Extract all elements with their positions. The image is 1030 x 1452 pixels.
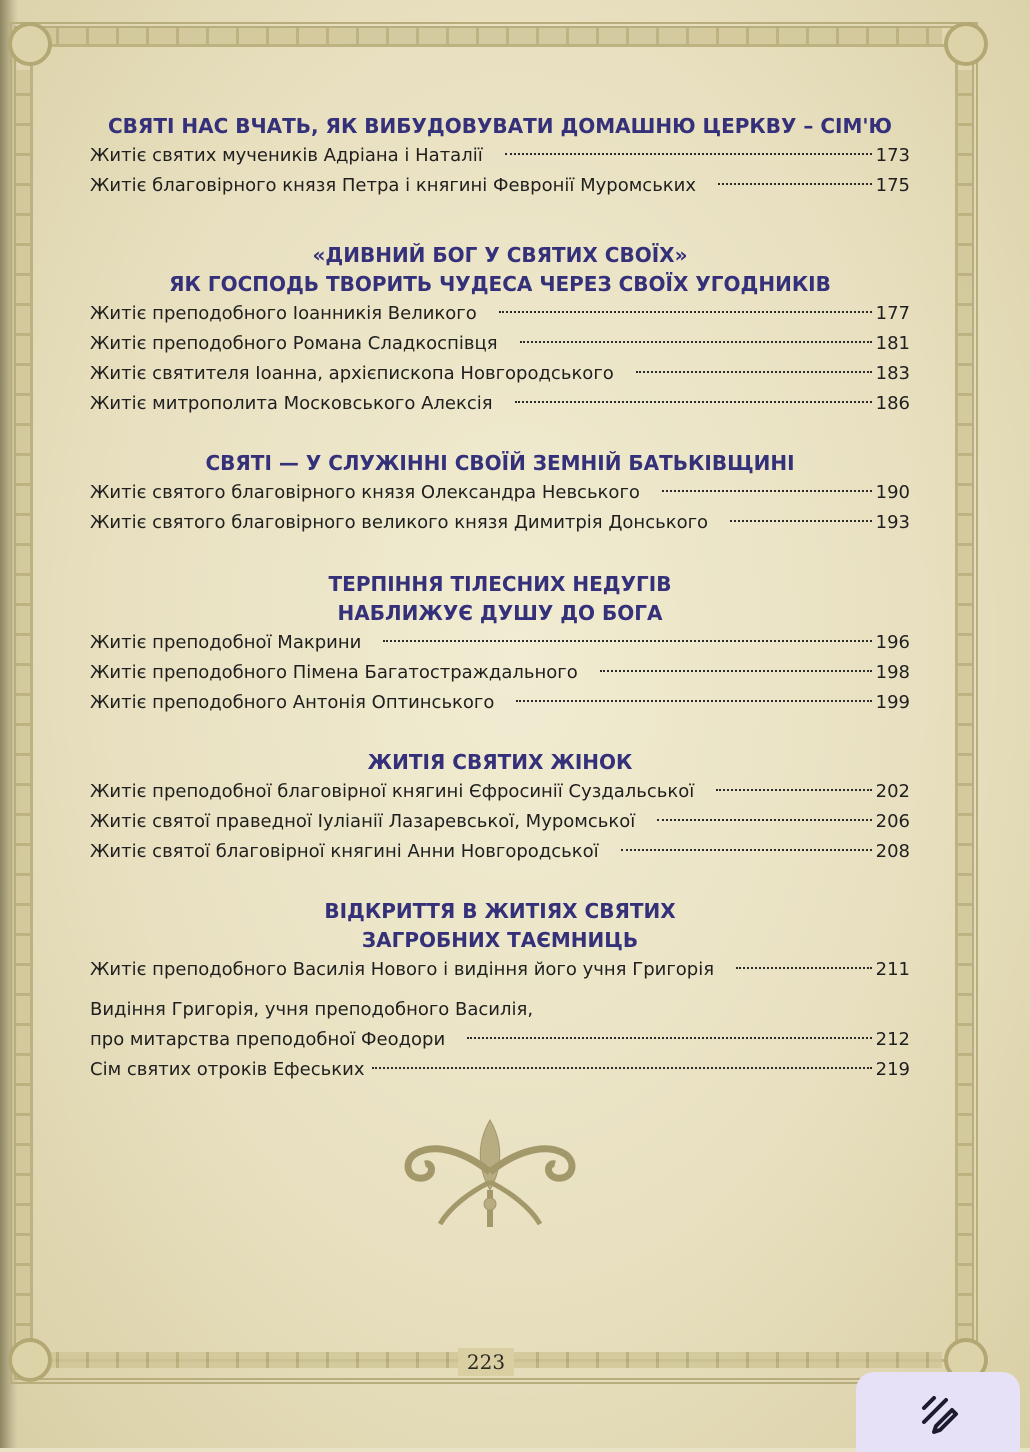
entry-page-number: 198 xyxy=(875,662,910,683)
entry-title: Житіє преподобного Романа Сладкоспівця xyxy=(90,333,498,354)
toc-entry xyxy=(90,389,910,419)
toc-entry xyxy=(90,329,910,359)
dot-leader xyxy=(505,153,872,155)
dot-leader xyxy=(515,401,872,403)
toc-entry xyxy=(90,171,910,201)
toc-section xyxy=(90,570,910,718)
toc-entry xyxy=(90,777,910,807)
entry-title-line: Видіння Григорія, учня преподобного Василія, xyxy=(90,999,534,1020)
entry-page-number: 183 xyxy=(875,363,910,384)
entry-title: Житіє святого благовірного великого князя Димитрія Донського xyxy=(90,512,709,533)
table-of-contents xyxy=(90,112,910,1085)
entry-page-number: 211 xyxy=(875,959,910,980)
edit-button[interactable] xyxy=(856,1372,1020,1452)
entry-title: Сім святих отроків Ефеських xyxy=(90,1059,365,1080)
entry-page-number: 175 xyxy=(875,175,910,196)
toc-section xyxy=(90,241,910,419)
page-number: 223 xyxy=(458,1348,514,1376)
entry-title: Житіє митрополита Московського Алексія xyxy=(90,393,493,414)
toc-entry xyxy=(90,807,910,837)
entry-page-number: 177 xyxy=(875,303,910,324)
entry-page-number: 193 xyxy=(875,512,910,533)
section-heading: ТЕРПІННЯ ТІЛЕСНИХ НЕДУГІВ xyxy=(328,572,672,596)
entry-title: Житіє святих мучеників Адріана і Наталії xyxy=(90,145,483,166)
toc-section xyxy=(90,449,910,538)
entry-page-number: 196 xyxy=(875,632,910,653)
section-heading: ЗАГРОБНИХ ТАЄМНИЦЬ xyxy=(361,928,639,952)
section-heading: ЯК ГОСПОДЬ ТВОРИТЬ ЧУДЕСА ЧЕРЕЗ СВОЇХ УГОДНИКІВ xyxy=(169,272,831,296)
entry-title: Житіє преподобної Макрини xyxy=(90,632,362,653)
dot-leader xyxy=(621,849,872,851)
dot-leader xyxy=(383,640,871,642)
entry-page-number: 206 xyxy=(875,811,910,832)
dot-leader xyxy=(657,819,871,821)
dot-leader xyxy=(520,341,872,343)
dot-leader xyxy=(718,183,872,185)
toc-section xyxy=(90,897,910,1085)
entry-page-number: 208 xyxy=(875,841,910,862)
entry-title: Житіє преподобного Іоанникія Великого xyxy=(90,303,477,324)
entry-title: про митарства преподобної Феодори xyxy=(90,1029,446,1050)
section-heading: НАБЛИЖУЄ ДУШУ ДО БОГА xyxy=(337,601,663,625)
frame-corner-rosette xyxy=(8,1338,52,1382)
section-heading: ЖИТІЯ СВЯТИХ ЖІНОК xyxy=(367,750,633,774)
toc-entry xyxy=(90,299,910,329)
toc-section xyxy=(90,112,910,201)
entry-title: Житіє преподобної благовірної княгині Єфросинії Суздальської xyxy=(90,781,695,802)
entry-page-number: 202 xyxy=(875,781,910,802)
dot-leader xyxy=(736,967,872,969)
frame-band-top xyxy=(42,28,942,44)
edit-pen-icon xyxy=(912,1386,964,1438)
section-heading: ВІДКРИТТЯ В ЖИТІЯХ СВЯТИХ xyxy=(324,899,676,923)
frame-band-left xyxy=(16,70,30,1340)
fleur-ornament-icon xyxy=(395,1112,585,1232)
dot-leader xyxy=(636,371,872,373)
frame-corner-rosette xyxy=(8,22,52,66)
entry-title: Житіє святого благовірного князя Олександра Невського xyxy=(90,482,640,503)
entry-page-number: 186 xyxy=(875,393,910,414)
entry-title: Житіє святої праведної Іуліанії Лазаревської, Муромської xyxy=(90,811,636,832)
toc-entry xyxy=(90,508,910,538)
toc-entry xyxy=(90,658,910,688)
entry-title: Житіє святителя Іоанна, архієпископа Новгородського xyxy=(90,363,614,384)
toc-entry xyxy=(90,955,910,985)
toc-entry xyxy=(90,628,910,658)
section-heading: «ДИВНИЙ БОГ У СВЯТИХ СВОЇХ» xyxy=(312,243,688,267)
dot-leader xyxy=(600,670,872,672)
entry-page-number: 190 xyxy=(875,482,910,503)
toc-entry xyxy=(90,688,910,718)
entry-title: Житіє преподобного Антонія Оптинського xyxy=(90,692,495,713)
dot-leader xyxy=(662,490,872,492)
dot-leader xyxy=(467,1037,871,1039)
toc-section xyxy=(90,748,910,867)
entry-title: Житіє благовірного князя Петра і княгині Февронії Муромських xyxy=(90,175,697,196)
entry-title: Житіє преподобного Василія Нового і видіння його учня Григорія xyxy=(90,959,715,980)
dot-leader xyxy=(499,311,872,313)
entry-page-number: 212 xyxy=(875,1029,910,1050)
toc-entry xyxy=(90,837,910,867)
toc-entry xyxy=(90,1025,910,1055)
entry-page-number: 199 xyxy=(875,692,910,713)
dot-leader xyxy=(516,700,871,702)
section-heading: СВЯТІ — У СЛУЖІННІ СВОЇЙ ЗЕМНІЙ БАТЬКІВЩИНІ xyxy=(205,451,795,475)
section-heading: СВЯТІ НАС ВЧАТЬ, ЯК ВИБУДОВУВАТИ ДОМАШНЮ ЦЕРКВУ – СІМ'Ю xyxy=(108,114,892,138)
frame-band-right xyxy=(958,70,972,1340)
toc-entry xyxy=(90,359,910,389)
dot-leader xyxy=(716,789,871,791)
entry-page-number: 173 xyxy=(875,145,910,166)
frame-corner-rosette xyxy=(944,22,988,66)
toc-entry xyxy=(90,478,910,508)
entry-title: Житіє преподобного Пімена Багатостраждального xyxy=(90,662,578,683)
entry-page-number: 181 xyxy=(875,333,910,354)
toc-entry xyxy=(90,1055,910,1085)
entry-title: Житіє святої благовірної княгині Анни Новгородської xyxy=(90,841,599,862)
toc-entry xyxy=(90,141,910,171)
dot-leader xyxy=(372,1067,871,1069)
dot-leader xyxy=(730,520,872,522)
entry-page-number: 219 xyxy=(875,1059,910,1080)
